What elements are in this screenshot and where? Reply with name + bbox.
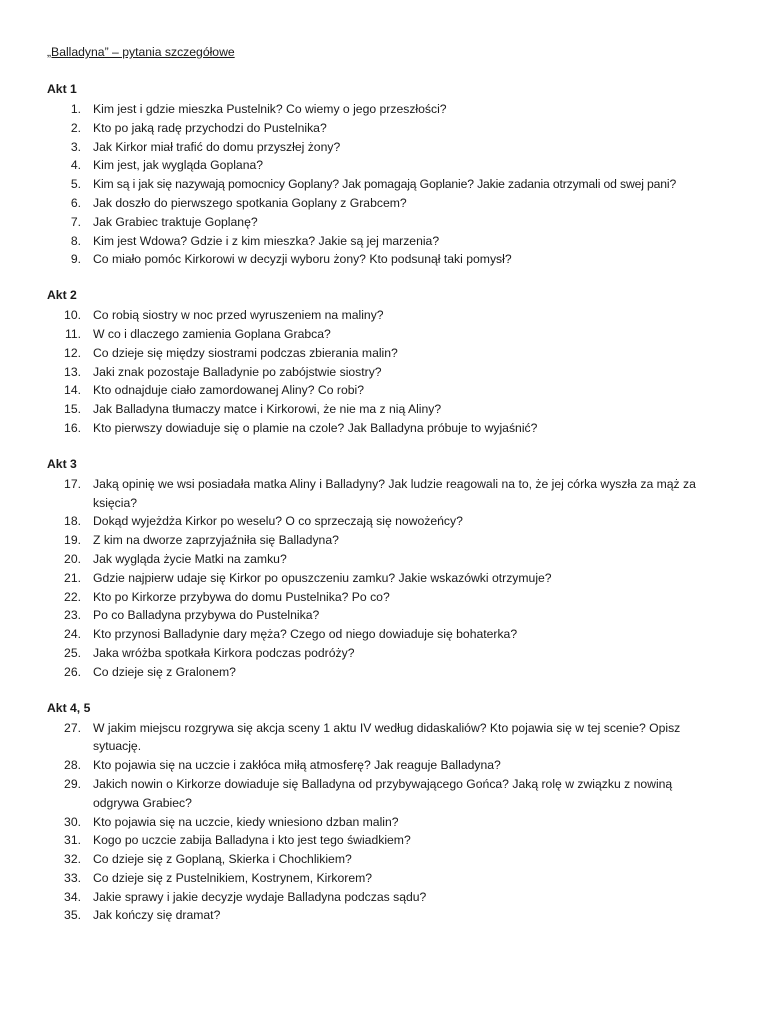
- question-item: [0, 381, 718, 400]
- question-number: 17.: [64, 476, 81, 491]
- question-item: [0, 569, 718, 588]
- question-number: 22.: [64, 589, 81, 604]
- question-text: Jaka wróżba spotkała Kirkora podczas podróży?: [93, 645, 355, 660]
- question-text: Kim jest Wdowa? Gdzie i z kim mieszka? Jakie są jej marzenia?: [93, 233, 440, 248]
- question-text: Jak Grabiec traktuje Goplanę?: [93, 214, 258, 229]
- section-heading: Akt 3: [47, 456, 77, 471]
- question-item: [0, 213, 718, 232]
- question-item: [0, 531, 718, 550]
- question-text: Co dzieje się z Pustelnikiem, Kostrynem, Kirkorem?: [93, 870, 373, 885]
- question-number: 18.: [64, 514, 81, 529]
- question-item: [0, 606, 718, 625]
- question-number: 13.: [64, 364, 81, 379]
- question-text: Kto pojawia się na uczcie, kiedy wniesiono dzban malin?: [93, 814, 399, 829]
- question-item: [0, 475, 718, 513]
- question-item: [0, 663, 718, 682]
- question-item: [0, 250, 718, 269]
- section-heading: Akt 1: [47, 82, 77, 96]
- question-number: 23.: [64, 608, 81, 623]
- question-text: W jakim miejscu rozgrywa się akcja sceny 1 aktu IV według didaskaliów? Kto pojawia się w tej scenie? Opisz sytuację.: [93, 720, 681, 754]
- question-number: 8.: [70, 233, 81, 248]
- question-item: [0, 756, 718, 775]
- question-text: Jakie sprawy i jakie decyzje wydaje Balladyna podczas sądu?: [93, 889, 427, 904]
- question-number: 4.: [70, 158, 81, 173]
- sections: [0, 82, 768, 944]
- question-text: Z kim na dworze zaprzyjaźniła się Balladyna?: [93, 533, 339, 548]
- question-text: Jak doszło do pierwszego spotkania Goplany z Grabcem?: [93, 195, 407, 210]
- question-number: 10.: [64, 308, 81, 323]
- question-list: [0, 719, 768, 926]
- question-text: Po co Balladyna przybywa do Pustelnika?: [93, 608, 320, 623]
- question-text: Co dzieje się z Gralonem?: [93, 664, 236, 679]
- question-list: [0, 475, 768, 682]
- question-number: 30.: [64, 814, 81, 829]
- question-number: 32.: [64, 852, 81, 867]
- question-number: 5.: [70, 177, 81, 192]
- question-text: Kim jest i gdzie mieszka Pustelnik? Co wiemy o jego przeszłości?: [93, 102, 447, 116]
- question-item: [0, 156, 718, 175]
- question-item: [0, 363, 718, 382]
- question-number: 26.: [64, 664, 81, 679]
- question-item: [0, 550, 718, 569]
- question-item: [0, 194, 718, 213]
- question-item: [0, 906, 718, 925]
- question-text: Co dzieje się między siostrami podczas zbierania malin?: [93, 345, 398, 360]
- section-akt-4-5: [0, 701, 768, 926]
- question-number: 20.: [64, 551, 81, 566]
- section-akt-2: [0, 288, 768, 438]
- question-number: 33.: [64, 870, 81, 885]
- question-list: [0, 306, 768, 438]
- question-text: Jak Balladyna tłumaczy matce i Kirkorowi, że nie ma z nią Aliny?: [93, 402, 442, 417]
- question-item: [0, 888, 718, 907]
- question-number: 14.: [64, 383, 81, 398]
- question-number: 25.: [64, 645, 81, 660]
- question-number: 27.: [64, 720, 81, 735]
- question-number: 12.: [64, 345, 81, 360]
- question-text: Kim są i jak się nazywają pomocnicy Goplany? Jak pomagają Goplanie? Jakie zadania otrzymali od swej pani?: [93, 177, 677, 192]
- question-number: 19.: [64, 533, 81, 548]
- question-number: 1.: [70, 102, 81, 116]
- question-item: [0, 869, 718, 888]
- document-title: „Balladyna” – pytania szczegółowe: [47, 45, 235, 59]
- question-item: [0, 344, 718, 363]
- question-text: Kto odnajduje ciało zamordowanej Aliny? Co robi?: [93, 383, 364, 398]
- question-text: Co robią siostry w noc przed wyruszeniem na maliny?: [93, 308, 384, 323]
- question-text: Kto pierwszy dowiaduje się o plamie na czole? Jak Balladyna próbuje to wyjaśnić?: [93, 420, 538, 435]
- question-item: [0, 644, 718, 663]
- question-number: 16.: [64, 420, 81, 435]
- question-item: [0, 119, 718, 138]
- question-number: 3.: [70, 139, 81, 154]
- question-item: [0, 100, 718, 119]
- question-number: 29.: [64, 776, 81, 791]
- question-text: W co i dlaczego zamienia Goplana Grabca?: [93, 326, 331, 341]
- question-item: [0, 400, 718, 419]
- question-item: [0, 419, 718, 438]
- question-number: 2.: [70, 120, 81, 135]
- question-list: [0, 100, 768, 269]
- question-item: [0, 325, 718, 344]
- question-text: Dokąd wyjeżdża Kirkor po weselu? O co sprzeczają się nowożeńcy?: [93, 514, 463, 529]
- question-number: 35.: [64, 908, 81, 923]
- question-number: 7.: [70, 214, 81, 229]
- question-number: 28.: [64, 758, 81, 773]
- question-item: [0, 175, 718, 194]
- question-text: Co dzieje się z Goplaną, Skierka i Chochlikiem?: [93, 852, 352, 867]
- question-number: 34.: [64, 889, 81, 904]
- question-number: 11.: [64, 326, 81, 341]
- question-item: [0, 719, 718, 757]
- question-text: Co miało pomóc Kirkorowi w decyzji wyboru żony? Kto podsunął taki pomysł?: [93, 252, 512, 267]
- question-item: [0, 512, 718, 531]
- question-text: Kto po Kirkorze przybywa do domu Pustelnika? Po co?: [93, 589, 390, 604]
- question-item: [0, 850, 718, 869]
- question-text: Kto pojawia się na uczcie i zakłóca miłą atmosferę? Jak reaguje Balladyna?: [93, 758, 501, 773]
- section-heading: Akt 4, 5: [47, 700, 91, 715]
- question-number: 24.: [64, 627, 81, 642]
- question-text: Jaki znak pozostaje Balladynie po zabójstwie siostry?: [93, 364, 382, 379]
- question-item: [0, 775, 718, 813]
- question-text: Jak wygląda życie Matki na zamku?: [93, 551, 287, 566]
- question-number: 21.: [64, 570, 81, 585]
- question-text: Jakich nowin o Kirkorze dowiaduje się Balladyna od przybywającego Gońca? Jaką rolę w związku z nowiną odgrywa Grabiec?: [93, 776, 673, 810]
- question-text: Jaką opinię we wsi posiadała matka Aliny i Balladyny? Jak ludzie reagowali na to, że jej córka wyszła za mąż za księcia?: [93, 476, 696, 510]
- question-text: Gdzie najpierw udaje się Kirkor po opuszczeniu zamku? Jakie wskazówki otrzymuje?: [93, 570, 552, 585]
- section-akt-3: [0, 457, 768, 682]
- question-number: 31.: [64, 833, 81, 848]
- section-heading: Akt 2: [47, 288, 77, 303]
- question-item: [0, 625, 718, 644]
- question-text: Jak kończy się dramat?: [93, 908, 221, 923]
- question-item: [0, 831, 718, 850]
- question-number: 15.: [64, 402, 81, 417]
- question-text: Kim jest, jak wygląda Goplana?: [93, 158, 264, 173]
- question-item: [0, 138, 718, 157]
- question-text: Jak Kirkor miał trafić do domu przyszłej żony?: [93, 139, 341, 154]
- question-text: Kogo po uczcie zabija Balladyna i kto jest tego świadkiem?: [93, 833, 411, 848]
- question-number: 9.: [70, 252, 81, 267]
- section-akt-1: [0, 82, 768, 269]
- question-item: [0, 813, 718, 832]
- question-item: [0, 588, 718, 607]
- question-item: [0, 232, 718, 251]
- question-text: Kto po jaką radę przychodzi do Pustelnika?: [93, 120, 327, 135]
- question-text: Kto przynosi Balladynie dary męża? Czego od niego dowiaduje się bohaterka?: [93, 627, 518, 642]
- question-number: 6.: [70, 195, 81, 210]
- question-item: [0, 306, 718, 325]
